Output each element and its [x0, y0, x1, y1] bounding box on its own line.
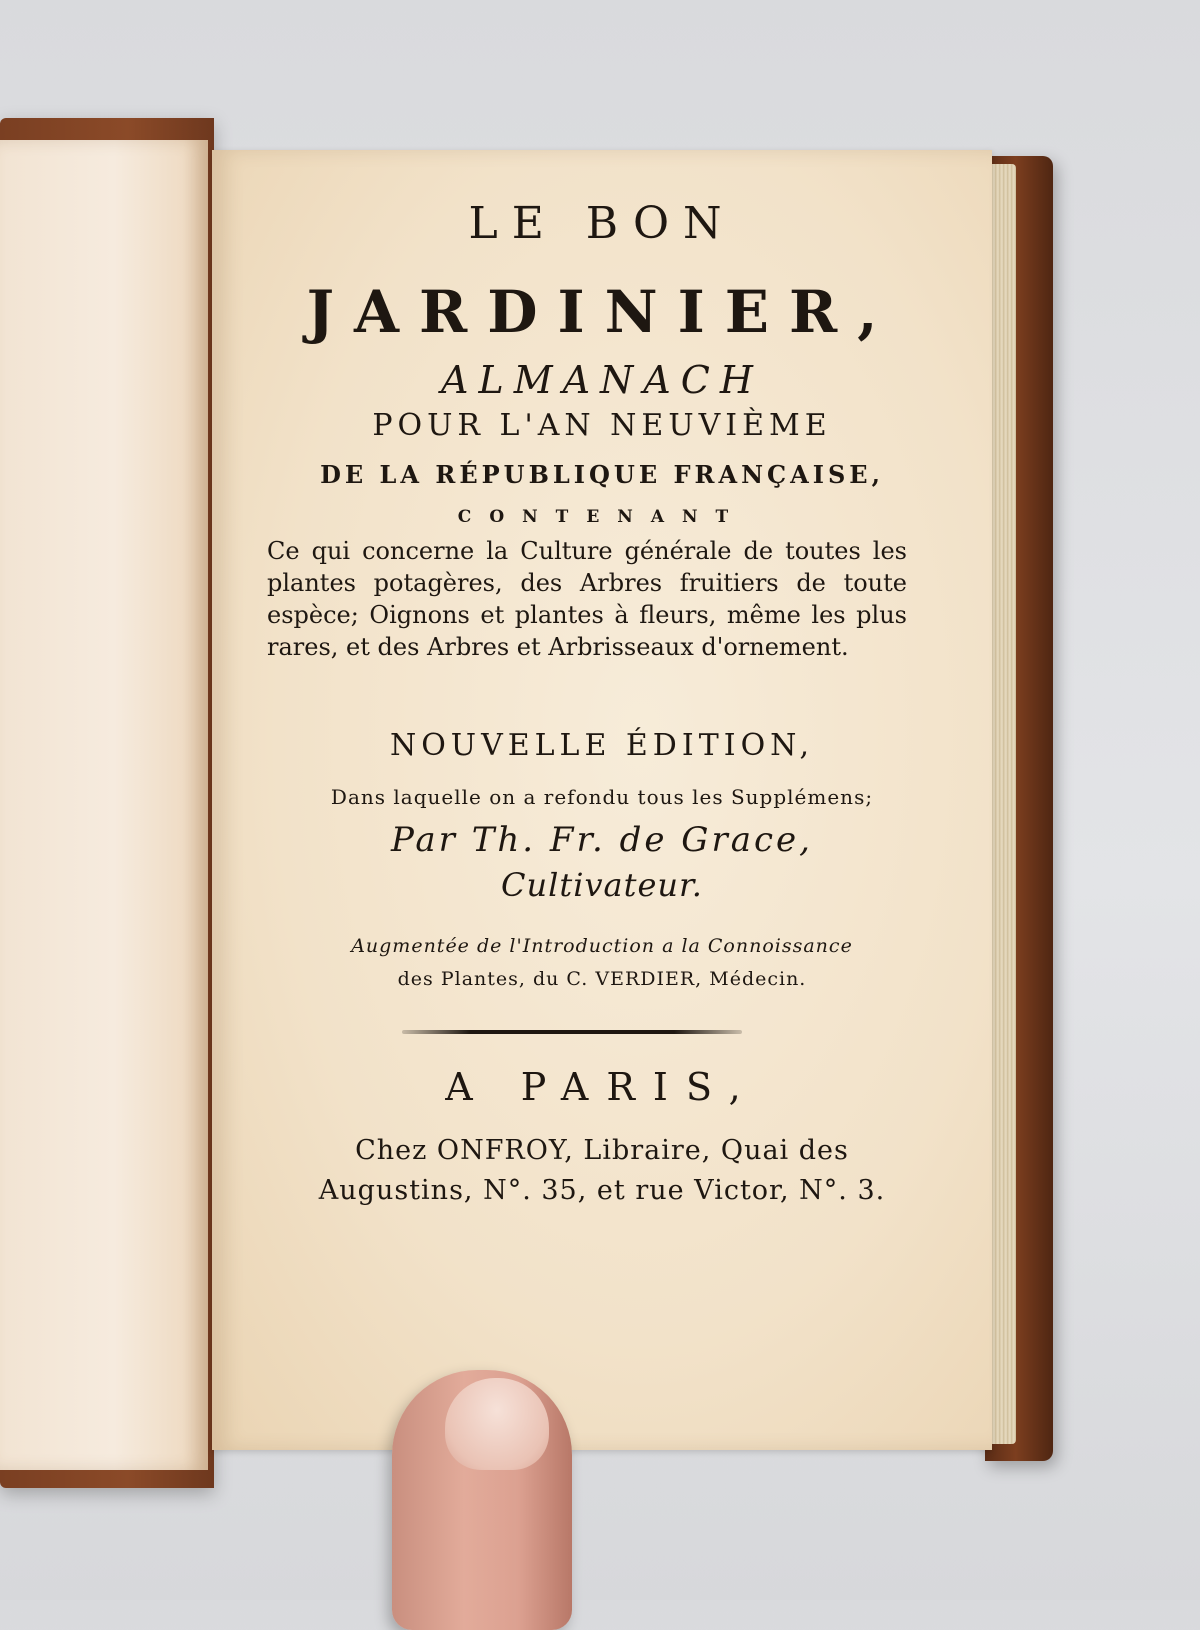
- title-line-jardinier: JARDINIER,: [306, 278, 898, 346]
- author-line: Par Th. Fr. de Grace,: [391, 820, 813, 860]
- augment-line-1: Augmentée de l'Introduction a la Connoissance: [351, 935, 853, 957]
- edition-note: Dans laquelle on a refondu tous les Supplémens;: [330, 785, 874, 809]
- title-line-contenant: CONTENANT: [457, 507, 747, 527]
- ornamental-rule: [402, 1030, 742, 1034]
- publisher-line-1: Chez ONFROY, Libraire, Quai des: [355, 1135, 849, 1166]
- title-line-republique: DE LA RÉPUBLIQUE FRANÇAISE,: [320, 460, 884, 489]
- edition-heading: NOUVELLE ÉDITION,: [389, 728, 815, 763]
- title-line-le-bon: LE BON: [468, 198, 736, 249]
- title-line-almanach: ALMANACH: [441, 358, 763, 402]
- augment-line-2: des Plantes, du C. VERDIER, Médecin.: [397, 968, 807, 990]
- author-title: Cultivateur.: [501, 866, 703, 904]
- contents-description: Ce qui concerne la Culture générale de toutes les plantes potagères, des Arbres fruitiers de toute espèce; Oignons et plantes à fleurs, même les plus rares, et des Arbres et Arbrisseaux d'ornement.: [267, 537, 907, 661]
- title-line-an-neuvieme: POUR L'AN NEUVIÈME: [372, 408, 832, 443]
- publisher-line-2: Augustins, N°. 35, et rue Victor, N°. 3.: [318, 1175, 886, 1206]
- fingernail: [445, 1378, 549, 1470]
- left-blank-page: [0, 140, 208, 1470]
- title-page: [212, 150, 992, 1450]
- imprint-city: A PARIS,: [445, 1065, 759, 1109]
